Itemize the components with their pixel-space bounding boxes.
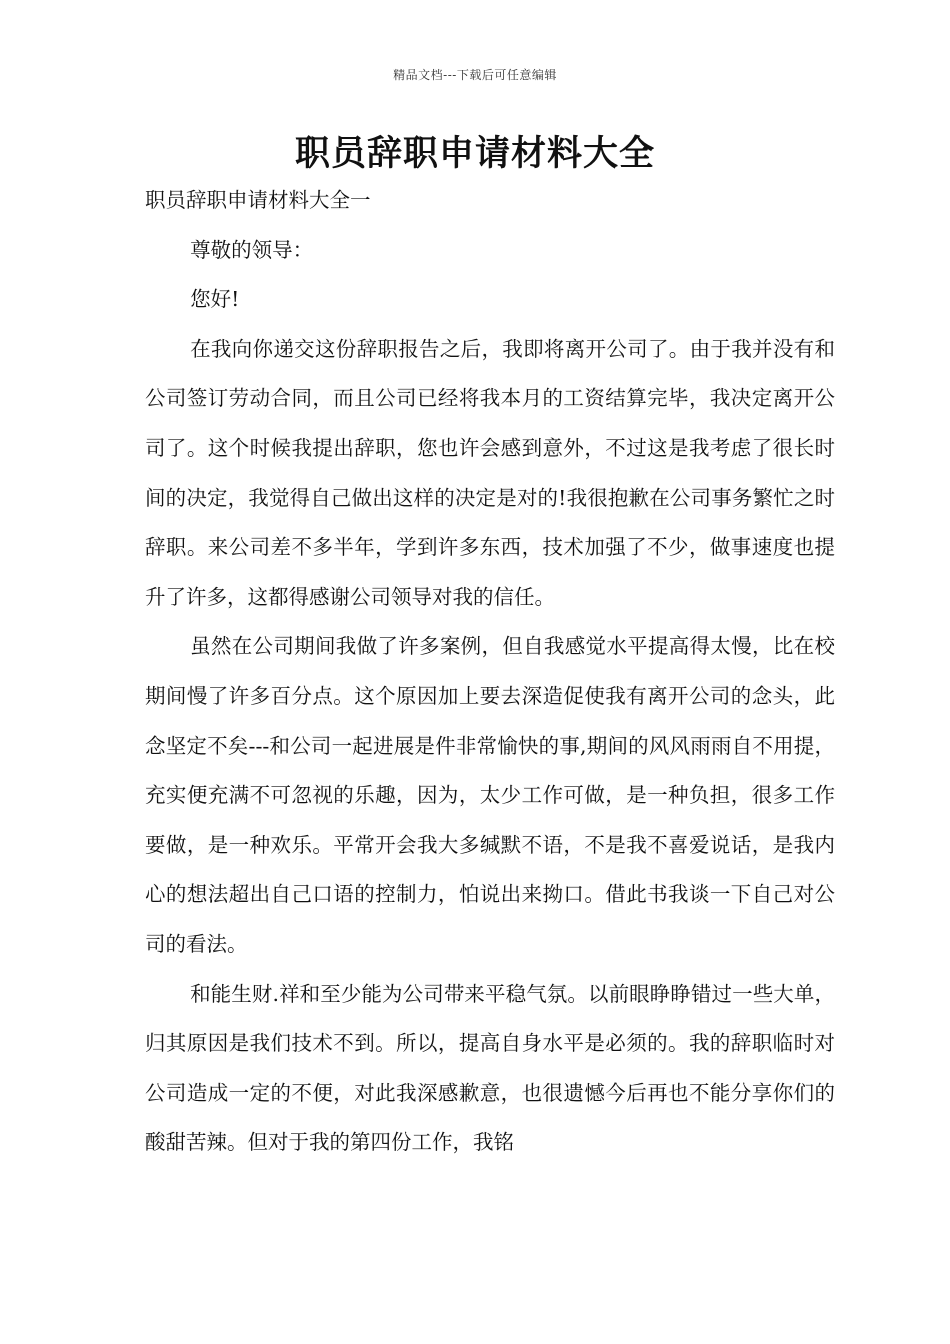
greeting: 您好! [190,287,240,312]
paragraph-2: 虽然在公司期间我做了许多案例，但自我感觉水平提高得太慢，比在校期间慢了许多百分点。这个原因加上要去深造促使我有离开公司的念头，此念坚定不矣---和公司一起进展是件非常愉快的事,期间的风风雨雨自不用提，充实便充满不可忽视的乐趣，因为，太少工作可做，是一种负担，很多工作要做，是一种欢乐。平常开会我大多缄默不语，不是我不喜爱说话，是我内心的想法超出自己口语的控制力，怕说出来拗口。借此书我谈一下自己对公司的看法。 [145,634,835,956]
document-title: 职员辞职申请材料大全 [294,134,655,174]
document-subtitle: 职员辞职申请材料大全一 [145,188,371,212]
header-note: 精品文档---下载后可任意编辑 [393,68,557,82]
salutation: 尊敬的领导： [190,237,314,262]
document-body [145,176,835,1168]
paragraph-3: 和能生财.祥和至少能为公司带来平稳气氛。以前眼睁睁错过一些大单，归其原因是我们技术不到。所以，提高自身水平是必须的。我的辞职临时对公司造成一定的不便，对此我深感歉意，也很遗憾今后再也不能分享你们的酸甜苦辣。但对于我的第四份工作，我铭 [145,981,835,1155]
paragraph-1: 在我向你递交这份辞职报告之后，我即将离开公司了。由于我并没有和公司签订劳动合同，而且公司已经将我本月的工资结算完毕，我决定离开公司了。这个时候我提出辞职，您也许会感到意外，不过这是我考虑了很长时间的决定，我觉得自己做出这样的决定是对的!我很抱歉在公司事务繁忙之时辞职。来公司差不多半年，学到许多东西，技术加强了不少，做事速度也提升了许多，这都得感谢公司领导对我的信任。 [145,336,835,609]
